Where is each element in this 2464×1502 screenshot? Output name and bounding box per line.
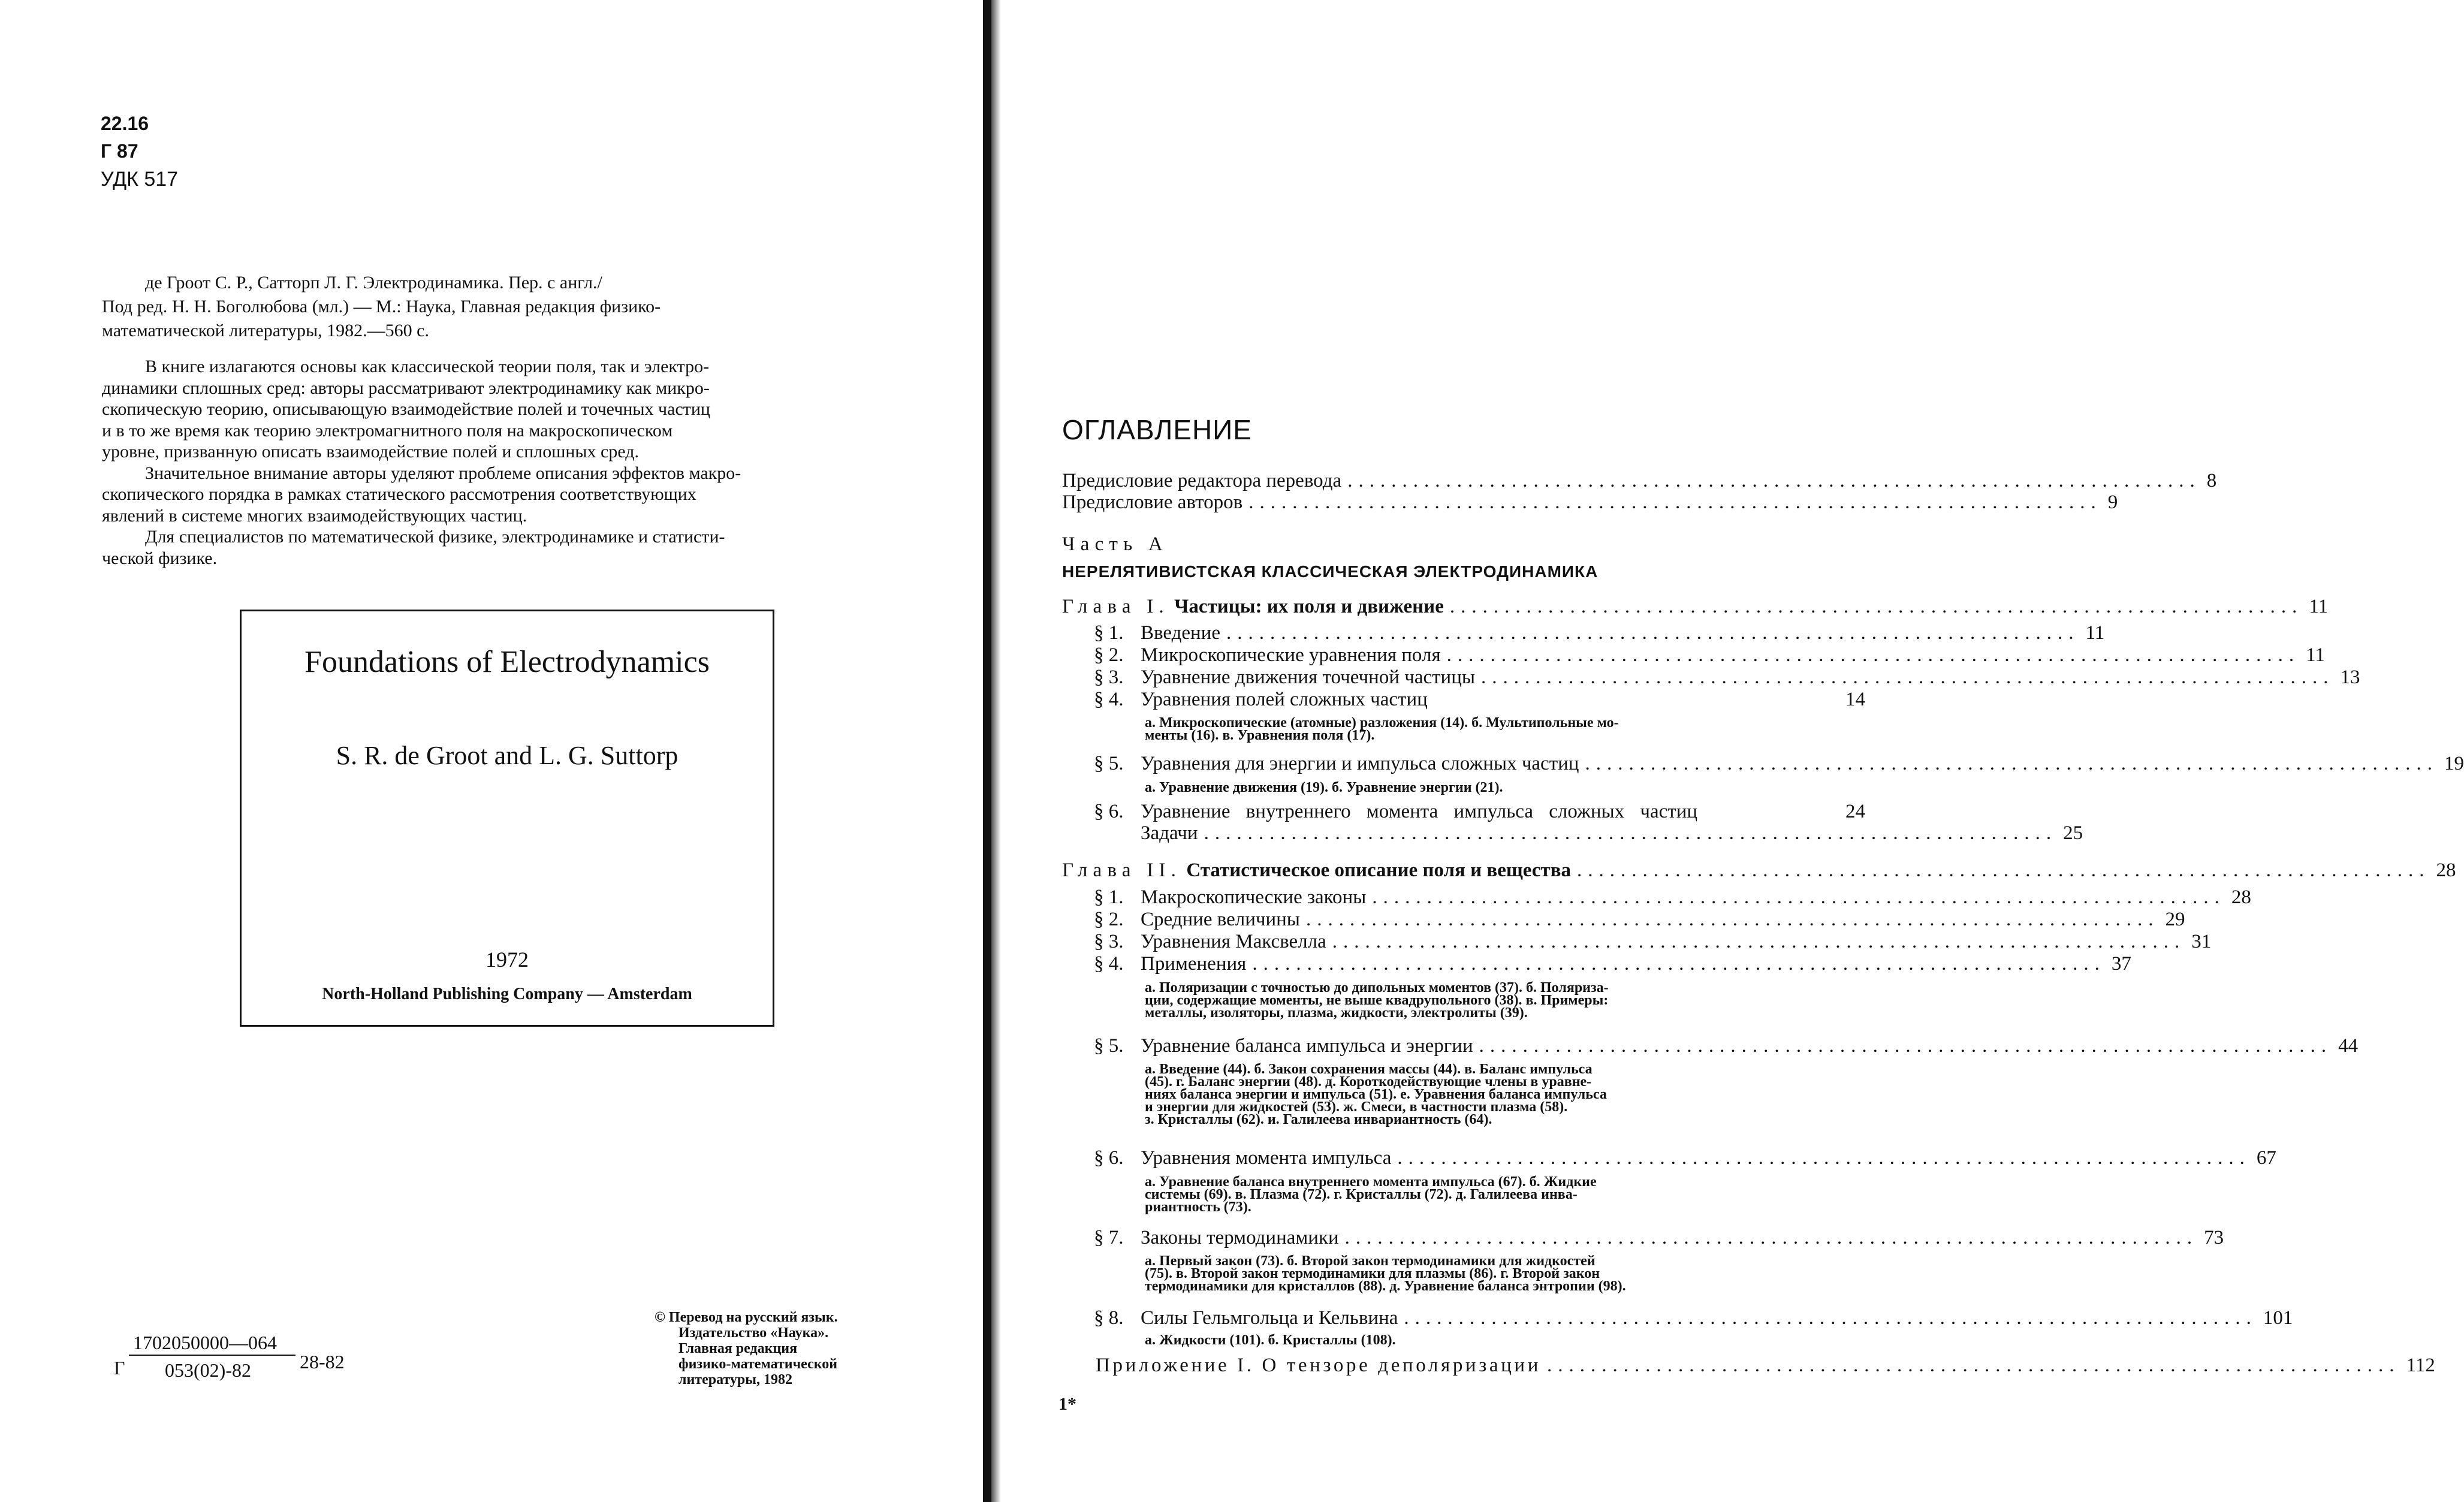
abstract-line: динамики сплошных сред: авторы рассматривают электродинамику как микро- [102,378,710,398]
toc-section: § 2. Микроскопические уравнения поля .............................................................................. 11 [1094,644,2325,666]
subsection-list [1145,1063,1802,1126]
toc-page: 101 [2263,1307,2293,1329]
section-title: Средние величины [1141,909,1300,930]
subsection-line: системы (69). в. Плазма (72). г. Кристаллы (72). д. Галилеева инва- [1145,1187,1578,1202]
toc-appendix: Приложение I. О тензоре деполяризации .............................................................................. 112 [1096,1355,2435,1376]
subsection-line: ниях баланса энергии и импульса (51). е. Уравнения баланса импульса [1145,1087,1607,1102]
copyright-line: физико-математической [678,1356,838,1372]
toc-section: § 3. Уравнение движения точечной частицы .............................................................................. 13 [1094,666,2360,688]
toc-title: ОГЛАВЛЕНИЕ [1062,414,1252,445]
subsection-line: а. Первый закон (73). б. Второй закон термодинамики для жидкостей [1145,1253,1596,1269]
book-gutter [983,0,991,1502]
subsection-list [1145,1255,1802,1293]
subsection-list [1145,1334,1802,1347]
section-number: § 3. [1094,666,1124,688]
chapter-title: Статистическое описание поля и вещества [1186,859,1571,881]
toc-section: § 4. Применения .............................................................................. 37 [1094,953,2131,975]
section-title: Микроскопические уравнения поля [1141,644,1441,666]
citation-line: де Гроот С. Р., Сатторп Л. Г. Электродинамика. Пер. с англ./ [145,273,602,292]
section-number: § 5. [1094,1035,1124,1057]
toc-page: 14 [1845,689,1865,710]
abstract-line: явлений в системе многих взаимодействующих частиц. [102,505,527,526]
toc-section: § 5. Уравнения для энергии и импульса сложных частиц .............................................................................. 19 [1094,753,2464,774]
toc-page: 28 [2231,886,2251,908]
subsection-line: термодинамики для кристаллов (88). д. Уравнение баланса энтропии (98). [1145,1278,1626,1294]
section-title: Уравнения полей сложных частиц [1141,689,1428,710]
subsection-list [1145,717,1802,742]
abstract-line: Для специалистов по математической физике, электродинамике и статисти- [145,527,725,547]
subsection-line: з. Кристаллы (62). и. Галилеева инвариантность (64). [1145,1112,1492,1127]
toc-section: § 5. Уравнение баланса импульса и энергии .............................................................................. 44 [1094,1035,2359,1057]
copyright-line: Издательство «Наука». [678,1325,829,1341]
toc-label: Задачи [1141,822,1198,844]
section-number: § 3. [1094,931,1124,952]
section-title: Уравнения для энергии и импульса сложных частиц [1141,753,1579,774]
bbk-code: 22.16 [101,113,149,134]
abstract-line: скопическую теорию, описывающую взаимодействие полей и точечных частиц [102,399,710,419]
section-title: Уравнение внутреннего момента импульса сложных частиц [1141,801,1698,822]
toc-section [1094,801,1865,823]
toc-page: 13 [2340,666,2360,688]
toc-section: § 3. Уравнения Максвелла .............................................................................. 31 [1094,931,2212,952]
subsection-line: а. Введение (44). б. Закон сохранения массы (44). в. Баланс импульса [1145,1061,1593,1077]
section-number: § 7. [1094,1227,1124,1248]
toc-page: 73 [2204,1227,2224,1248]
toc-page: 67 [2256,1147,2276,1169]
section-number: § 5. [1094,753,1124,774]
subsection-list [1145,982,1802,1020]
subsection-line: ции, содержащие моменты, не выше квадрупольного (38). в. Примеры: [1145,993,1609,1008]
part-title: НЕРЕЛЯТИВИСТСКАЯ КЛАССИЧЕСКАЯ ЭЛЕКТРОДИНАМИКА [1062,562,1599,581]
abstract-line: уровне, призванную описать взаимодействие полей и сплошных сред. [102,442,640,462]
author-mark: Г 87 [101,140,138,162]
abstract-line: скопического порядка в рамках статического рассмотрения соответствующих [102,484,696,504]
section-title: Уравнения момента импульса [1141,1147,1392,1169]
toc-label: Приложение I. О тензоре деполяризации [1096,1355,1541,1376]
subsection-line: а. Поляризации с точностью до дипольных моментов (37). б. Поляриза- [1145,980,1609,996]
section-number: § 2. [1094,644,1124,666]
udc-code: УДК 517 [101,168,179,191]
subsection-line: и энергии для жидкостей (53). ж. Смеси, в частности плазма (58). [1145,1099,1568,1115]
subsection-line: а. Жидкости (101). б. Кристаллы (108). [1145,1332,1396,1348]
toc-preface-authors: Предисловие авторов .............................................................................. 9 [1062,491,2118,513]
chapter-prefix: Глава II. [1062,859,1182,881]
section-number: § 6. [1094,801,1124,822]
original-publisher: North-Holland Publishing Company — Amsterdam [322,985,692,1003]
abstract-line: и в то же время как теорию электромагнитного поля на макроскопическом [102,420,673,441]
subsection-line: а. Уравнение движения (19). б. Уравнение энергии (21). [1145,780,1503,795]
toc-page: 31 [2191,931,2212,952]
section-title: Уравнения Максвелла [1141,931,1326,952]
copyright-line: литературы, 1982 [678,1372,793,1388]
section-title: Законы термодинамики [1141,1227,1339,1248]
index-code-suffix: 28-82 [300,1351,345,1373]
toc-section: § 2. Средние величины .............................................................................. 29 [1094,909,2185,930]
original-authors: S. R. de Groot and L. G. Suttorp [336,741,678,770]
copyright-line: Главная редакция [678,1341,798,1356]
toc-page: 11 [2306,644,2325,666]
abstract [102,356,906,569]
toc-section: § 6. Уравнения момента импульса .............................................................................. 67 [1094,1147,2276,1169]
section-number: § 4. [1094,953,1124,975]
toc-page: 29 [2165,909,2185,930]
subsection-line: а. Микроскопические (атомные) разложения (14). б. Мультипольные мо- [1145,715,1619,731]
part-label: Часть А [1062,533,1168,555]
toc-chapter-2: Глава II. Статистическое описание поля и вещества .............................................................................. 28 [1062,859,2456,881]
fraction-line [129,1355,295,1356]
subsection-line: (75). в. Второй закон термодинамики для плазмы (86). г. Второй закон [1145,1266,1600,1281]
copyright-line: © Перевод на русский язык. [655,1310,838,1325]
copyright-notice [655,1310,838,1388]
subsection-list [1145,1176,1802,1214]
citation-line: Под ред. Н. Н. Боголюбова (мл.) — М.: Наука, Главная редакция физико- [102,297,661,316]
left-page [0,0,983,1502]
abstract-line: В книге излагаются основы как классической теории поля, так и электро- [145,357,710,376]
toc-page: 28 [2436,859,2456,881]
section-number: § 8. [1094,1307,1124,1329]
toc-page: 24 [1845,801,1865,822]
toc-page: 44 [2338,1035,2359,1057]
gutter-shadow [991,0,1001,1502]
toc-page: 9 [2107,491,2118,513]
abstract-line: Значительное внимание авторы уделяют проблеме описания эффектов макро- [145,463,741,483]
section-number: § 4. [1094,689,1124,710]
toc-chapter-1: Глава I. Частицы: их поля и движение .............................................................................. 11 [1062,596,2329,617]
toc-section: § 7. Законы термодинамики .............................................................................. 73 [1094,1227,2224,1248]
chapter-title: Частицы: их поля и движение [1174,596,1444,617]
subsection-line: металлы, изоляторы, плазма, жидкости, электролиты (39). [1145,1005,1528,1021]
index-code-denominator: 053(02)-82 [165,1359,251,1381]
original-year: 1972 [485,948,529,972]
toc-page: 25 [2063,822,2083,844]
section-number: § 2. [1094,909,1124,930]
section-title: Макроскопические законы [1141,886,1367,908]
toc-page: 8 [2206,470,2217,491]
index-code-letter: Г [114,1357,125,1379]
section-title: Применения [1141,953,1247,975]
section-title: Введение [1141,622,1221,644]
toc-page: 11 [2309,596,2329,617]
section-title: Силы Гельмгольца и Кельвина [1141,1307,1398,1329]
subsection-line: менты (16). в. Уравнения поля (17). [1145,728,1375,743]
subsection-line: риантность (73). [1145,1199,1251,1215]
section-number: § 1. [1094,622,1124,644]
original-title-box [240,610,774,1027]
toc-page: 37 [2111,953,2131,975]
toc-section: § 8. Силы Гельмгольца и Кельвина .............................................................................. 101 [1094,1307,2293,1329]
index-code-numerator: 1702050000—064 [133,1332,277,1353]
bibliographic-citation [102,271,906,343]
signature-mark: 1* [1058,1394,1076,1414]
toc-section: § 1. Макроскопические законы .............................................................................. 28 [1094,886,2251,908]
subsection-list [1145,782,1802,794]
toc-section: § 1. Введение .............................................................................. 11 [1094,622,2105,644]
toc-page: 11 [2085,622,2105,644]
section-number: § 6. [1094,1147,1124,1169]
abstract-line: ческой физике. [102,548,218,568]
toc-problems: Задачи .............................................................................. 25 [1141,822,2083,844]
subsection-line: а. Уравнение баланса внутреннего момента импульса (67). б. Жидкие [1145,1174,1597,1190]
section-title: Уравнение движения точечной частицы [1141,666,1476,688]
section-number: § 1. [1094,886,1124,908]
subsection-line: (45). г. Баланс энергии (48). д. Короткодействующие члены в уравне- [1145,1074,1592,1090]
chapter-prefix: Глава I. [1062,596,1169,617]
original-title: Foundations of Electrodynamics [304,645,710,679]
citation-line: математической литературы, 1982.—560 с. [102,321,429,340]
toc-label: Предисловие редактора перевода [1062,470,1342,491]
toc-page: 112 [2406,1355,2435,1376]
toc-preface-editor: Предисловие редактора перевода .............................................................................. 8 [1062,470,2217,491]
section-title: Уравнение баланса импульса и энергии [1141,1035,1473,1057]
toc-page: 19 [2444,753,2464,774]
toc-section [1094,689,1865,711]
toc-label: Предисловие авторов [1062,491,1243,513]
